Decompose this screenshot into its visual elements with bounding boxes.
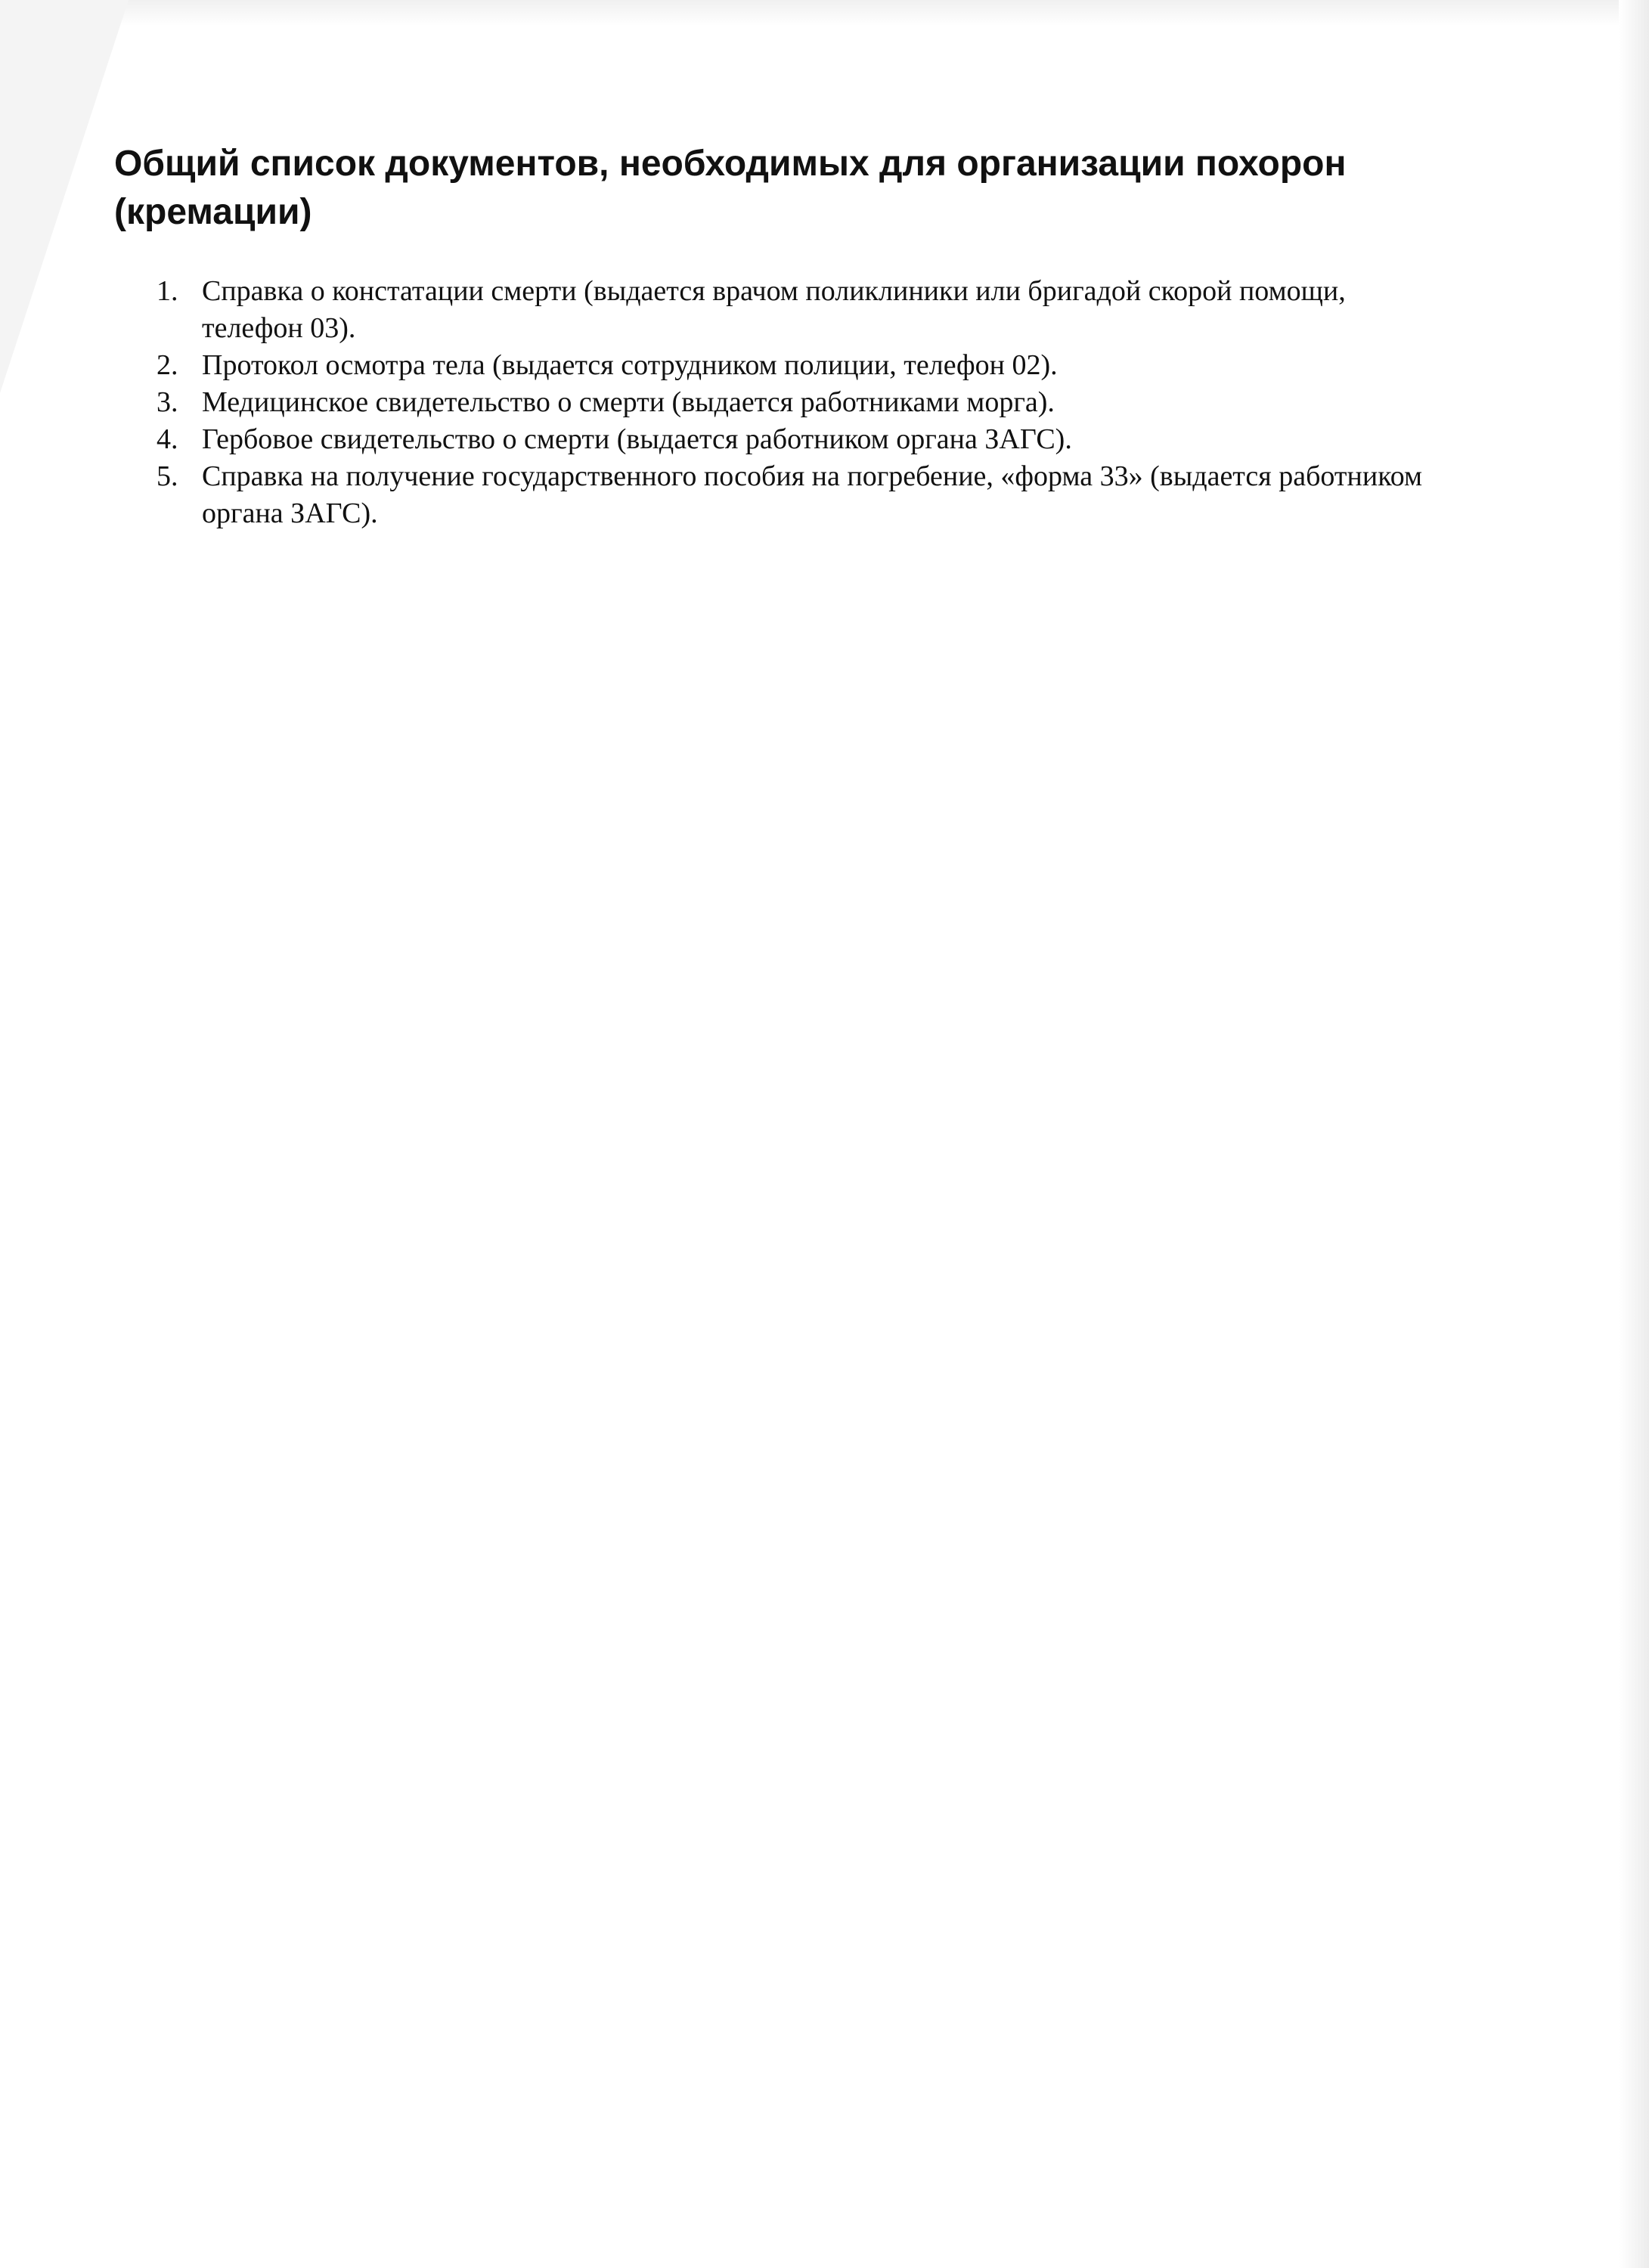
documents-list <box>102 273 1508 532</box>
document-title: Общий список документов, необходимых для организации похорон (кремации) <box>114 144 1347 232</box>
scan-shadow-right <box>1619 0 1649 2268</box>
list-item <box>157 273 1508 347</box>
list-item <box>157 384 1508 421</box>
list-item <box>157 458 1508 532</box>
list-item-number: 4. <box>157 423 178 455</box>
list-item-number: 1. <box>157 275 178 307</box>
list-item-number: 2. <box>157 349 178 381</box>
list-item <box>157 347 1508 384</box>
list-item-text: Справка о констатации смерти (выдается врачом поликлиники или бригадой скорой помощи, телефон 03). <box>202 275 1346 344</box>
list-item-text: Протокол осмотра тела (выдается сотрудником полиции, телефон 02). <box>202 349 1058 381</box>
list-item-text: Гербовое свидетельство о смерти (выдается работником органа ЗАГС). <box>202 423 1072 455</box>
list-item-number: 3. <box>157 386 178 418</box>
list-item-number: 5. <box>157 460 178 492</box>
list-item-text: Справка на получение государственного пособия на погребение, «форма 33» (выдается работником органа ЗАГС). <box>202 460 1423 529</box>
list-item-text: Медицинское свидетельство о смерти (выдается работниками морга). <box>202 386 1055 418</box>
document-page <box>102 140 1508 532</box>
scan-shadow-top <box>0 0 1649 26</box>
list-item <box>157 421 1508 458</box>
